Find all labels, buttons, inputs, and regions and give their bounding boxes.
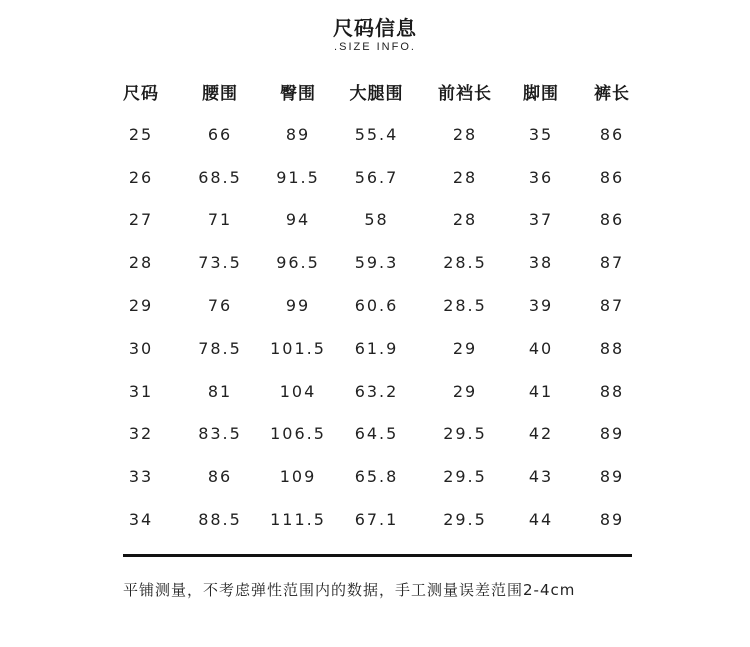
cell-size: 32 bbox=[128, 424, 154, 444]
cell-hip: 91.5 bbox=[276, 167, 320, 187]
cell-leg-opening: 38 bbox=[528, 253, 554, 273]
table-header-row bbox=[100, 70, 657, 113]
cell-thigh: 63.2 bbox=[354, 381, 399, 401]
table-row bbox=[100, 455, 657, 498]
cell-size: 29 bbox=[128, 296, 154, 316]
size-table bbox=[100, 70, 657, 541]
table-row bbox=[100, 241, 657, 284]
table-row bbox=[100, 284, 657, 327]
cell-length: 86 bbox=[599, 210, 625, 230]
cell-front-rise: 29.5 bbox=[443, 510, 487, 530]
cell-leg-opening: 44 bbox=[528, 510, 554, 530]
header-leg-opening: 脚围 bbox=[523, 84, 559, 104]
cell-waist: 76 bbox=[207, 296, 233, 316]
cell-hip: 96.5 bbox=[276, 253, 320, 273]
cell-length: 87 bbox=[599, 253, 625, 273]
cell-length: 89 bbox=[599, 424, 625, 444]
cell-hip: 104 bbox=[279, 381, 317, 401]
cell-leg-opening: 37 bbox=[528, 210, 554, 230]
header-thigh: 大腿围 bbox=[349, 84, 404, 104]
cell-size: 33 bbox=[128, 467, 154, 487]
cell-thigh: 56.7 bbox=[354, 167, 399, 187]
cell-hip: 101.5 bbox=[270, 338, 326, 358]
cell-hip: 109 bbox=[279, 467, 317, 487]
header-front-rise: 前裆长 bbox=[438, 84, 492, 104]
cell-waist: 73.5 bbox=[198, 253, 242, 273]
cell-thigh: 64.5 bbox=[354, 424, 399, 444]
cell-length: 86 bbox=[599, 167, 625, 187]
table-row bbox=[100, 113, 657, 156]
table-row bbox=[100, 370, 657, 413]
cell-front-rise: 28.5 bbox=[443, 253, 487, 273]
cell-thigh: 55.4 bbox=[354, 124, 399, 144]
cell-front-rise: 28 bbox=[452, 167, 478, 187]
cell-front-rise: 28 bbox=[452, 210, 478, 230]
cell-front-rise: 28.5 bbox=[443, 296, 487, 316]
header-size: 尺码 bbox=[123, 84, 159, 104]
cell-thigh: 59.3 bbox=[354, 253, 399, 273]
cell-size: 30 bbox=[128, 338, 154, 358]
cell-size: 31 bbox=[128, 381, 154, 401]
cell-length: 89 bbox=[599, 510, 625, 530]
cell-leg-opening: 41 bbox=[528, 381, 554, 401]
cell-hip: 94 bbox=[285, 210, 311, 230]
cell-leg-opening: 42 bbox=[528, 424, 554, 444]
cell-length: 89 bbox=[599, 467, 625, 487]
cell-size: 26 bbox=[128, 167, 154, 187]
cell-waist: 83.5 bbox=[198, 424, 242, 444]
cell-length: 86 bbox=[599, 124, 625, 144]
cell-waist: 81 bbox=[207, 381, 233, 401]
cell-front-rise: 29.5 bbox=[443, 467, 487, 487]
cell-waist: 71 bbox=[207, 210, 233, 230]
cell-thigh: 60.6 bbox=[354, 296, 399, 316]
table-row bbox=[100, 498, 657, 541]
cell-leg-opening: 43 bbox=[528, 467, 554, 487]
cell-size: 28 bbox=[128, 253, 154, 273]
table-body bbox=[100, 113, 657, 541]
cell-waist: 78.5 bbox=[198, 338, 242, 358]
cell-length: 88 bbox=[599, 381, 625, 401]
cell-thigh: 61.9 bbox=[354, 338, 399, 358]
cell-waist: 66 bbox=[207, 124, 233, 144]
cell-hip: 106.5 bbox=[270, 424, 326, 444]
cell-size: 27 bbox=[128, 210, 154, 230]
header-length: 裤长 bbox=[594, 84, 630, 104]
cell-front-rise: 29.5 bbox=[443, 424, 487, 444]
header-hip: 臀围 bbox=[280, 84, 316, 104]
measurement-note: 平铺测量，不考虑弹性范围内的数据，手工测量误差范围2-4cm bbox=[123, 581, 576, 599]
header-waist: 腰围 bbox=[202, 84, 238, 104]
cell-size: 34 bbox=[128, 510, 154, 530]
cell-hip: 99 bbox=[285, 296, 311, 316]
cell-front-rise: 29 bbox=[452, 381, 478, 401]
cell-waist: 68.5 bbox=[198, 167, 242, 187]
cell-waist: 86 bbox=[207, 467, 233, 487]
cell-thigh: 65.8 bbox=[354, 467, 399, 487]
table-row bbox=[100, 327, 657, 370]
table-row bbox=[100, 199, 657, 242]
cell-hip: 89 bbox=[285, 124, 311, 144]
cell-leg-opening: 40 bbox=[528, 338, 554, 358]
cell-thigh: 58 bbox=[364, 210, 389, 230]
page-subtitle: .SIZE INFO. bbox=[334, 41, 416, 53]
table-row bbox=[100, 413, 657, 456]
table-row bbox=[100, 156, 657, 199]
divider-line bbox=[123, 554, 632, 557]
cell-leg-opening: 39 bbox=[528, 296, 554, 316]
cell-size: 25 bbox=[128, 124, 154, 144]
cell-leg-opening: 36 bbox=[528, 167, 554, 187]
cell-front-rise: 28 bbox=[452, 124, 478, 144]
cell-thigh: 67.1 bbox=[354, 510, 399, 530]
cell-waist: 88.5 bbox=[198, 510, 242, 530]
cell-length: 88 bbox=[599, 338, 625, 358]
cell-hip: 111.5 bbox=[270, 510, 326, 530]
page-title: 尺码信息 bbox=[333, 16, 417, 40]
cell-front-rise: 29 bbox=[452, 338, 478, 358]
cell-leg-opening: 35 bbox=[528, 124, 554, 144]
cell-length: 87 bbox=[599, 296, 625, 316]
